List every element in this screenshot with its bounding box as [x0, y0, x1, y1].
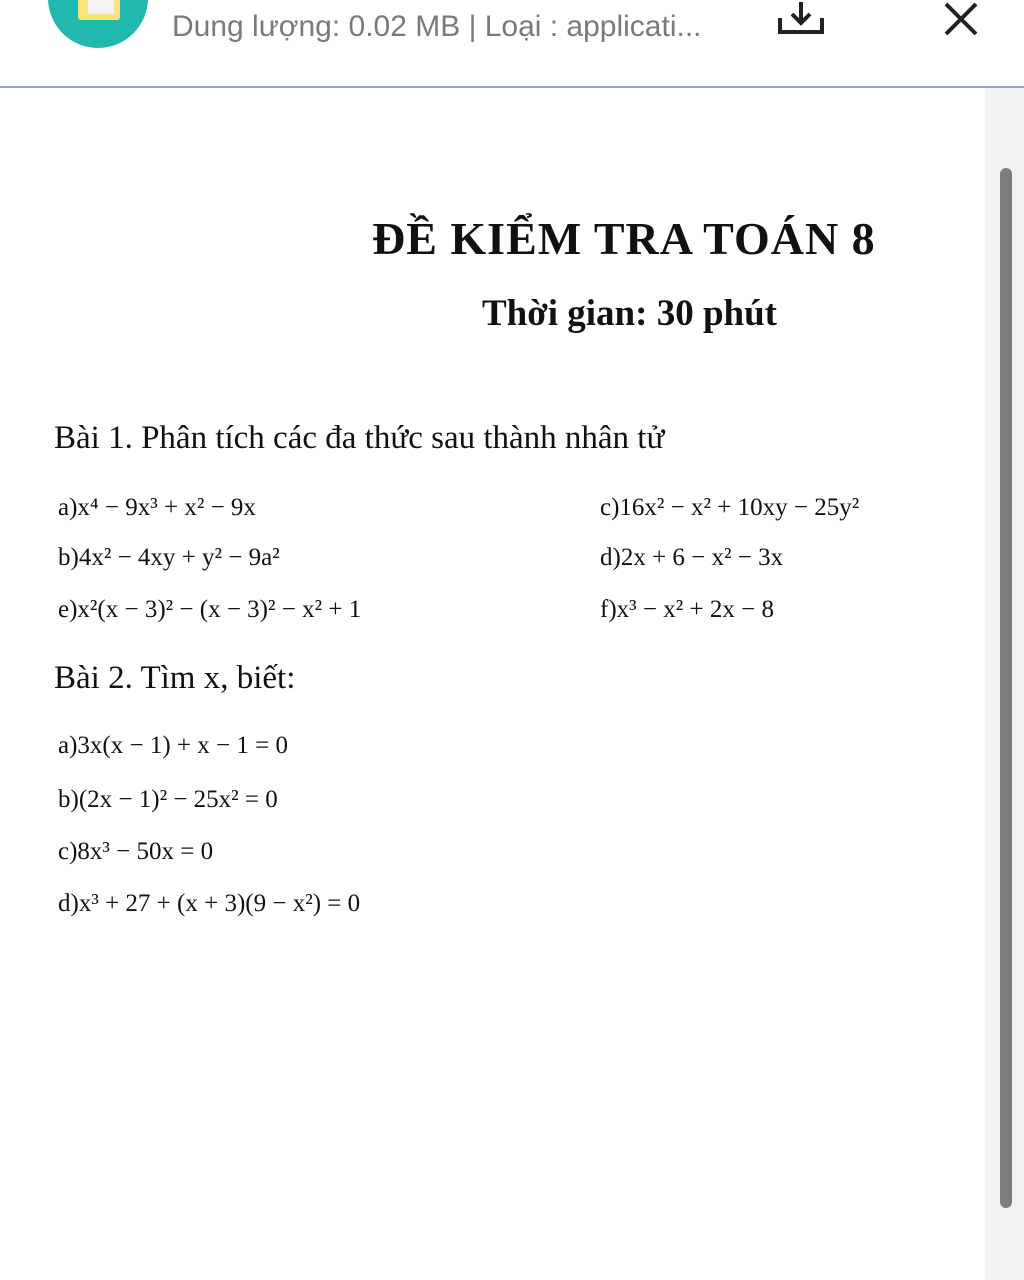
viewer-toolbar: [0, 0, 1024, 88]
download-icon: [776, 0, 826, 40]
section1-item-e: e)x²(x − 3)² − (x − 3)² − x² + 1: [58, 596, 362, 623]
scrollbar-thumb[interactable]: [1000, 168, 1012, 1208]
file-info-text: Dung lượng: 0.02 MB | Loại : applicati...: [172, 10, 702, 43]
close-icon: [938, 0, 984, 40]
section2-item-d: d)x³ + 27 + (x + 3)(9 − x²) = 0: [58, 890, 361, 917]
section1-item-d: d)2x + 6 − x² − 3x: [600, 544, 784, 571]
section1-heading: Bài 1. Phân tích các đa thức sau thành nhân tử: [54, 420, 665, 456]
section2-item-c: c)8x³ − 50x = 0: [58, 838, 214, 865]
file-icon-page: [88, 0, 114, 14]
section1-item-a: a)x⁴ − 9x³ + x² − 9x: [58, 494, 256, 521]
section1-item-c: c)16x² − x² + 10xy − 25y²: [600, 494, 860, 521]
section1-item-f: f)x³ − x² + 2x − 8: [600, 596, 774, 623]
section2-item-b: b)(2x − 1)² − 25x² = 0: [58, 786, 278, 813]
section1-item-b: b)4x² − 4xy + y² − 9a²: [58, 544, 280, 571]
section2-heading: Bài 2. Tìm x, biết:: [54, 660, 296, 696]
close-button[interactable]: [938, 0, 984, 40]
document-title: ĐỀ KIỂM TRA TOÁN 8: [372, 213, 876, 264]
download-button[interactable]: [776, 0, 826, 40]
section2-item-a: a)3x(x − 1) + x − 1 = 0: [58, 732, 288, 759]
document-subtitle: Thời gian: 30 phút: [482, 293, 778, 334]
document-file-icon: [48, 0, 148, 48]
